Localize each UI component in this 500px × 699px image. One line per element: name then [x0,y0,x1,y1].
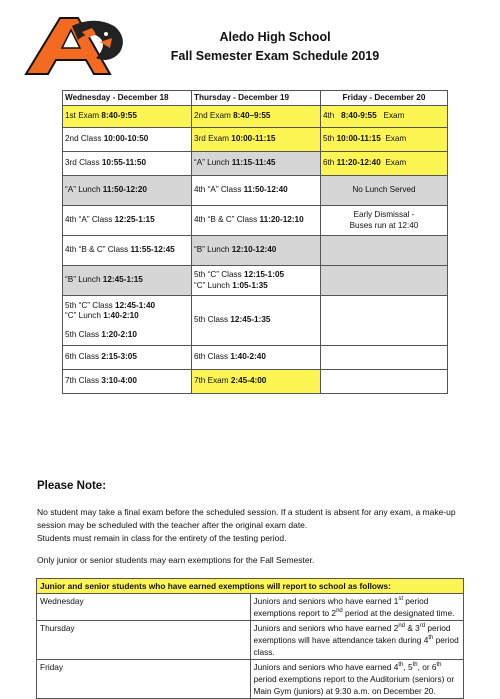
school-name: Aledo High School [219,30,331,44]
table-row [37,621,464,660]
table-row [37,660,464,699]
exam-schedule-table [62,90,448,394]
schedule-cell: 7th Class 3:10-4:00 [63,370,192,394]
schedule-cell: 3rd Class 10:55-11:50 [63,152,192,176]
schedule-cell: 6th 11:20-12:40 Exam [320,152,447,176]
schedule-cell: “B” Lunch 12:45-1:15 [63,266,192,296]
table-row [63,296,448,346]
schedule-cell [320,266,447,296]
schedule-cell: 7th Exam 2:45-4:00 [191,370,320,394]
table-row [63,206,448,236]
table-row [63,346,448,370]
schedule-cell: No Lunch Served [320,176,447,206]
schedule-cell: Early Dismissal - Buses run at 12:40 [320,206,447,236]
table-row [63,128,448,152]
schedule-cell [320,370,447,394]
exemption-day: Thursday [37,621,251,660]
schedule-cell: 5th “C” Class 12:15-1:05 “C” Lunch 1:05-1:35 [191,266,320,296]
exemption-day: Wednesday [37,594,251,621]
exemptions-table [36,578,464,699]
schedule-cell: 4th 8:40-9:55 Exam [320,106,447,128]
schedule-cell: 1st Exam 8:40-9:55 [63,106,192,128]
school-logo [22,12,128,78]
schedule-cell: “A” Lunch 11:50-12:20 [63,176,192,206]
schedule-cell [320,346,447,370]
exemption-text: Juniors and seniors who have earned 4th, 5th, or 6th period exemptions report to the Auditorium (seniors) or Main Gym (juniors) at 9:30 a.m. on December 20. [250,660,464,699]
schedule-cell [320,296,447,346]
schedule-title: Fall Semester Exam Schedule 2019 [170,49,380,63]
schedule-cell: “A” Lunch 11:15-11:45 [191,152,320,176]
schedule-cell: 4th “A” Class 12:25-1:15 [63,206,192,236]
schedule-cell: 2nd Class 10:00-10:50 [63,128,192,152]
schedule-cell: 4th “B & C” Class 11:55-12:45 [63,236,192,266]
notes-paragraph: Only junior or senior students may earn exemptions for the Fall Semester. [37,555,315,566]
schedule-cell: 5th Class 12:45-1:35 [191,296,320,346]
schedule-cell: 2nd Exam 8:40–9:55 [191,106,320,128]
schedule-cell: 6th Class 1:40-2:40 [191,346,320,370]
schedule-cell: 5th “C” Class 12:45-1:40 “C” Lunch 1:40-2:10 5th Class 1:20-2:10 [63,296,192,346]
schedule-cell: 5th 10:00-11:15 Exam [320,128,447,152]
schedule-cell: “B” Lunch 12:10-12:40 [191,236,320,266]
table-row [63,236,448,266]
table-row [63,176,448,206]
schedule-cell [320,236,447,266]
table-row [63,152,448,176]
schedule-cell: 4th “A” Class 11:50-12:40 [191,176,320,206]
table-row [63,370,448,394]
exemption-text: Juniors and seniors who have earned 2nd & 3rd period exemptions will have attendance taken during 4th period class. [250,621,464,660]
schedule-cell: 4th “B & C” Class 11:20-12:10 [191,206,320,236]
notes-paragraph: Students must remain in class for the entirety of the testing period. [37,533,287,544]
column-header-thursday: Thursday - December 19 [191,91,320,106]
notes-heading: Please Note: [37,480,107,492]
page-title [150,30,400,63]
exemption-day: Friday [37,660,251,699]
exemption-text: Juniors and seniors who have earned 1st period exemptions report to 2nd period at the designated time. [250,594,464,621]
notes-section [37,478,467,568]
table-row [63,266,448,296]
schedule-cell: 6th Class 2:15-3:05 [63,346,192,370]
column-header-wednesday: Wednesday - December 18 [63,91,192,106]
column-header-friday: Friday - December 20 [320,91,447,106]
exemptions-header: Junior and senior students who have earned exemptions will report to school as follows: [37,579,464,594]
notes-paragraph: No student may take a final exam before the scheduled session. If a student is absent for any exam, a make-up session may be scheduled with the teacher after the original exam date. [37,506,456,530]
schedule-cell: 3rd Exam 10:00-11:15 [191,128,320,152]
table-row [37,594,464,621]
table-row [63,106,448,128]
